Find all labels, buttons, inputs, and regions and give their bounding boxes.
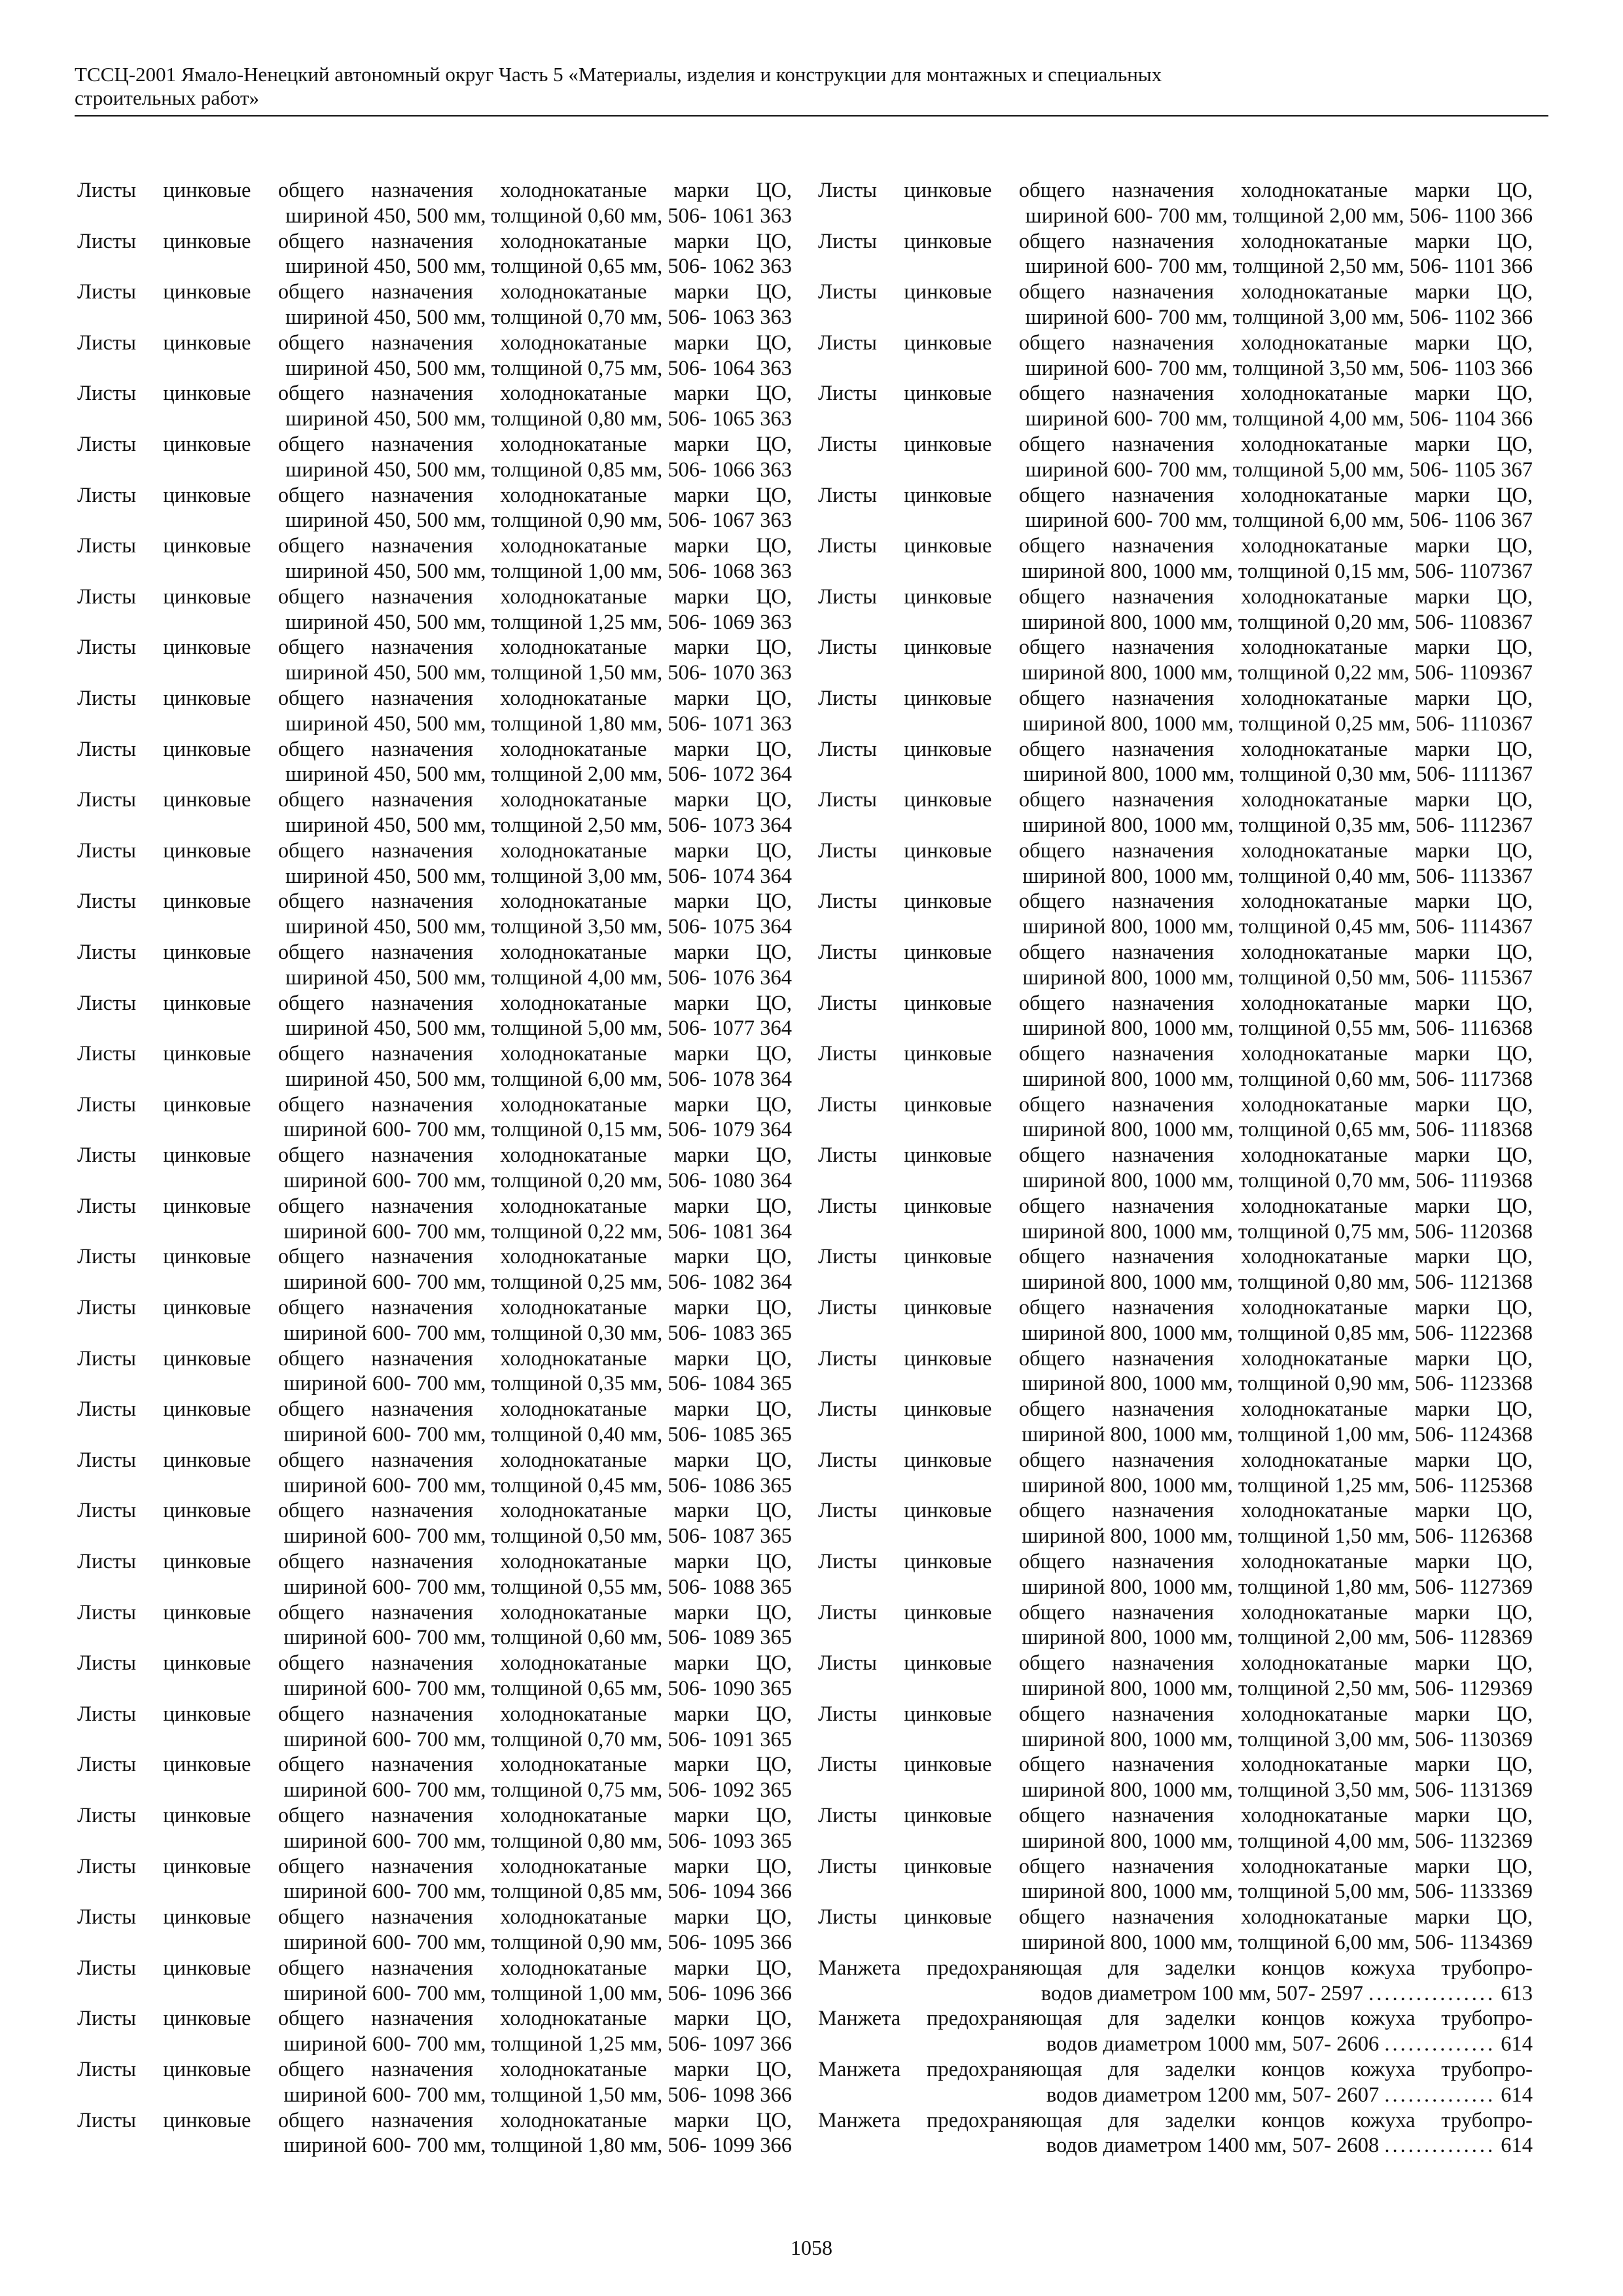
index-entry — [77, 1854, 792, 1905]
entry-title-line: Листы цинковые общего назначения холоднокатаные марки ЦО, — [77, 2057, 792, 2081]
entry-reference-text: водов диаметром 1200 мм, 507- 2607 — [1046, 2083, 1380, 2107]
entry-reference-line: шириной 600- 700 мм, толщиной 2,50 мм, 506- 1101 366 — [1025, 255, 1533, 279]
entry-reference-line: шириной 450, 500 мм, толщиной 4,00 мм, 506- 1076 364 — [285, 965, 792, 990]
entry-reference-line: шириной 600- 700 мм, толщиной 0,60 мм, 506- 1089 365 — [283, 1626, 792, 1650]
entry-reference-line: шириной 450, 500 мм, толщиной 0,75 мм, 506- 1064 363 — [285, 356, 792, 380]
index-entry — [818, 889, 1533, 940]
index-entry — [77, 331, 792, 382]
entry-reference-line: шириной 600- 700 мм, толщиной 2,00 мм, 506- 1100 366 — [1025, 204, 1533, 228]
entry-page-number: 614 — [1501, 2083, 1533, 2107]
entry-reference-line: шириной 800, 1000 мм, толщиной 2,50 мм, 506- 1129369 — [1022, 1677, 1533, 1701]
entry-reference-text: водов диаметром 1000 мм, 507- 2606 — [1046, 2032, 1380, 2056]
index-entry — [818, 838, 1533, 889]
index-entry — [818, 483, 1533, 534]
entry-reference-text: водов диаметром 100 мм, 507- 2597 — [1041, 1981, 1363, 2005]
index-entry — [818, 584, 1533, 636]
entry-title-line: Листы цинковые общего назначения холоднокатаные марки ЦО, — [77, 788, 792, 812]
entry-title-line: Листы цинковые общего назначения холоднокатаные марки ЦО, — [77, 1753, 792, 1777]
index-entry — [818, 2057, 1533, 2108]
index-entry — [77, 2006, 792, 2057]
entry-title-line: Листы цинковые общего назначения холоднокатаные марки ЦО, — [77, 2007, 792, 2031]
entry-reference-line: шириной 450, 500 мм, толщиной 1,80 мм, 506- 1071 363 — [285, 711, 792, 736]
entry-title-line: Листы цинковые общего назначения холоднокатаные марки ЦО, — [77, 1905, 792, 1929]
entry-title-line: Листы цинковые общего назначения холоднокатаные марки ЦО, — [77, 1296, 792, 1320]
entry-reference-line: шириной 800, 1000 мм, толщиной 0,40 мм, 506- 1113367 — [1022, 864, 1533, 888]
index-entry — [818, 1956, 1533, 2007]
entry-title-line: Листы цинковые общего назначения холоднокатаные марки ЦО, — [77, 331, 792, 355]
index-entry — [818, 1905, 1533, 1956]
entry-reference-line: шириной 800, 1000 мм, толщиной 1,50 мм, 506- 1126368 — [1022, 1524, 1533, 1549]
index-entry — [77, 686, 792, 737]
entry-title-line: Листы цинковые общего назначения холоднокатаные марки ЦО, — [818, 382, 1533, 406]
entry-title-line: Листы цинковые общего назначения холоднокатаные марки ЦО, — [818, 534, 1533, 558]
index-entry — [77, 1956, 792, 2007]
entry-reference-line: шириной 800, 1000 мм, толщиной 0,45 мм, 506- 1114367 — [1022, 915, 1533, 939]
entry-reference-line: шириной 600- 700 мм, толщиной 5,00 мм, 506- 1105 367 — [1025, 457, 1533, 482]
entry-title-line: Листы цинковые общего назначения холоднокатаные марки ЦО, — [77, 432, 792, 456]
entry-title-line: Листы цинковые общего назначения холоднокатаные марки ЦО, — [818, 1397, 1533, 1422]
index-entry — [77, 432, 792, 483]
entry-title-line: Листы цинковые общего назначения холоднокатаные марки ЦО, — [818, 432, 1533, 456]
index-entry — [77, 1092, 792, 1143]
entry-reference-line: шириной 800, 1000 мм, толщиной 0,80 мм, 506- 1121368 — [1022, 1270, 1533, 1295]
entry-title-line: Листы цинковые общего назначения холоднокатаные марки ЦО, — [818, 636, 1533, 660]
entry-title-line: Листы цинковые общего назначения холоднокатаные марки ЦО, — [77, 1550, 792, 1574]
entry-title-line: Листы цинковые общего назначения холоднокатаные марки ЦО, — [818, 1550, 1533, 1574]
entry-title-line: Листы цинковые общего назначения холоднокатаные марки ЦО, — [77, 1702, 792, 1726]
entry-reference-line: шириной 800, 1000 мм, толщиной 0,70 мм, 506- 1119368 — [1022, 1169, 1533, 1193]
entry-title-line: Листы цинковые общего назначения холоднокатаные марки ЦО, — [77, 179, 792, 202]
index-entry — [818, 635, 1533, 686]
entry-title-line: Листы цинковые общего назначения холоднокатаные марки ЦО, — [818, 331, 1533, 355]
index-entry — [77, 1244, 792, 1295]
index-entry — [77, 940, 792, 991]
index-entry — [77, 635, 792, 686]
entry-reference-line: шириной 600- 700 мм, толщиной 1,25 мм, 506- 1097 366 — [283, 2032, 792, 2056]
entry-reference-line: шириной 450, 500 мм, толщиной 3,50 мм, 506- 1075 364 — [285, 915, 792, 939]
entry-reference-line: шириной 450, 500 мм, толщиной 0,80 мм, 506- 1065 363 — [285, 407, 792, 431]
entry-reference-line — [818, 2032, 1533, 2057]
index-entry — [77, 1143, 792, 1194]
entry-title-line: Листы цинковые общего назначения холоднокатаные марки ЦО, — [818, 483, 1533, 507]
index-entry — [77, 737, 792, 788]
index-entry — [818, 1702, 1533, 1753]
entry-title-line: Листы цинковые общего назначения холоднокатаные марки ЦО, — [77, 382, 792, 406]
entry-reference-line: шириной 800, 1000 мм, толщиной 1,80 мм, 506- 1127369 — [1022, 1575, 1533, 1599]
entry-title-line: Листы цинковые общего назначения холоднокатаные марки ЦО, — [818, 1143, 1533, 1168]
entry-reference-line: шириной 600- 700 мм, толщиной 3,00 мм, 506- 1102 366 — [1025, 305, 1533, 329]
entry-reference-line: шириной 600- 700 мм, толщиной 0,80 мм, 506- 1093 365 — [283, 1829, 792, 1853]
entry-reference-line: шириной 600- 700 мм, толщиной 0,75 мм, 506- 1092 365 — [283, 1778, 792, 1803]
index-entry — [77, 889, 792, 940]
entry-reference-line: шириной 800, 1000 мм, толщиной 0,22 мм, 506- 1109367 — [1022, 661, 1533, 685]
index-entry — [818, 1498, 1533, 1549]
entry-title-line: Листы цинковые общего назначения холоднокатаные марки ЦО, — [818, 1499, 1533, 1523]
index-entry — [818, 737, 1533, 788]
entry-reference-line: шириной 800, 1000 мм, толщиной 0,25 мм, 506- 1110367 — [1022, 711, 1533, 736]
entry-reference-line: шириной 450, 500 мм, толщиной 1,50 мм, 506- 1070 363 — [285, 661, 792, 685]
entry-reference-line: шириной 600- 700 мм, толщиной 3,50 мм, 506- 1103 366 — [1025, 356, 1533, 380]
entry-reference-line: шириной 600- 700 мм, толщиной 0,22 мм, 506- 1081 364 — [283, 1219, 792, 1244]
entry-reference-line: шириной 800, 1000 мм, толщиной 0,60 мм, 506- 1117368 — [1022, 1067, 1533, 1091]
entry-title-line: Листы цинковые общего назначения холоднокатаные марки ЦО, — [77, 991, 792, 1015]
entry-reference-line: шириной 450, 500 мм, толщиной 5,00 мм, 506- 1077 364 — [285, 1016, 792, 1041]
index-entry — [818, 787, 1533, 838]
entry-reference-line: шириной 800, 1000 мм, толщиной 0,75 мм, 506- 1120368 — [1022, 1219, 1533, 1244]
entry-reference-line: шириной 450, 500 мм, толщиной 1,00 мм, 506- 1068 363 — [285, 559, 792, 583]
entry-reference-line: шириной 450, 500 мм, толщиной 0,65 мм, 506- 1062 363 — [285, 255, 792, 279]
page-number: 1058 — [791, 2236, 832, 2259]
entry-reference-line: шириной 450, 500 мм, толщиной 0,60 мм, 506- 1061 363 — [285, 204, 792, 228]
entry-title-line: Листы цинковые общего назначения холоднокатаные марки ЦО, — [77, 1346, 792, 1371]
entry-title-line: Манжета предохраняющая для заделки концов кожуха трубопро- — [818, 2057, 1533, 2081]
entry-title-line: Листы цинковые общего назначения холоднокатаные марки ЦО, — [818, 838, 1533, 863]
entry-title-line: Листы цинковые общего назначения холоднокатаные марки ЦО, — [818, 1296, 1533, 1320]
index-entry — [77, 1194, 792, 1245]
index-entry — [77, 838, 792, 889]
entry-page-number: 614 — [1501, 2134, 1533, 2158]
index-entry — [77, 1448, 792, 1499]
entry-reference-line: шириной 800, 1000 мм, толщиной 0,50 мм, 506- 1115367 — [1022, 965, 1533, 990]
running-header — [75, 63, 1548, 110]
index-entry — [818, 1448, 1533, 1499]
index-entry — [818, 533, 1533, 584]
header-line-1: ТССЦ-2001 Ямало-Ненецкий автономный округ Часть 5 «Материалы, изделия и конструкции для монтажных и специальных — [75, 63, 1162, 86]
index-entry — [77, 381, 792, 432]
entry-reference-line: шириной 800, 1000 мм, толщиной 3,50 мм, 506- 1131369 — [1022, 1778, 1533, 1803]
entry-reference-text: водов диаметром 1400 мм, 507- 2608 — [1046, 2134, 1380, 2158]
entry-reference-line: шириной 450, 500 мм, толщиной 2,00 мм, 506- 1072 364 — [285, 762, 792, 787]
entry-reference-line: шириной 600- 700 мм, толщиной 6,00 мм, 506- 1106 367 — [1025, 509, 1533, 533]
entry-reference-line: шириной 800, 1000 мм, толщиной 0,35 мм, 506- 1112367 — [1022, 813, 1533, 837]
index-entry — [818, 1092, 1533, 1143]
index-entry — [77, 1397, 792, 1448]
entry-title-line: Листы цинковые общего назначения холоднокатаные марки ЦО, — [77, 1804, 792, 1827]
entry-title-line: Листы цинковые общего назначения холоднокатаные марки ЦО, — [77, 686, 792, 710]
entry-title-line: Листы цинковые общего назначения холоднокатаные марки ЦО, — [77, 280, 792, 304]
index-entry — [818, 432, 1533, 483]
index-entry — [818, 279, 1533, 331]
dot-leader: .............. — [1384, 2032, 1496, 2056]
index-column-left — [77, 178, 792, 2159]
entry-title-line: Листы цинковые общего назначения холоднокатаные марки ЦО, — [818, 889, 1533, 914]
index-entry — [77, 1041, 792, 1092]
index-entry — [77, 1346, 792, 1397]
entry-reference-line: шириной 800, 1000 мм, толщиной 4,00 мм, 506- 1132369 — [1022, 1829, 1533, 1853]
entry-reference-line: шириной 600- 700 мм, толщиной 0,85 мм, 506- 1094 366 — [283, 1880, 792, 1904]
entry-title-line: Листы цинковые общего назначения холоднокатаные марки ЦО, — [818, 1194, 1533, 1218]
entry-title-line: Листы цинковые общего назначения холоднокатаные марки ЦО, — [818, 1905, 1533, 1929]
entry-reference-line: шириной 800, 1000 мм, толщиной 1,00 мм, 506- 1124368 — [1022, 1423, 1533, 1447]
index-entry — [77, 1549, 792, 1600]
index-entry — [77, 229, 792, 280]
index-entry — [818, 686, 1533, 737]
entry-title-line: Листы цинковые общего назначения холоднокатаные марки ЦО, — [77, 940, 792, 964]
index-entry — [77, 1600, 792, 1651]
index-entry — [818, 1346, 1533, 1397]
entry-reference-line: шириной 450, 500 мм, толщиной 1,25 мм, 506- 1069 363 — [285, 610, 792, 634]
entry-reference-line: шириной 450, 500 мм, толщиной 0,70 мм, 506- 1063 363 — [285, 305, 792, 329]
entry-title-line: Листы цинковые общего назначения холоднокатаные марки ЦО, — [818, 584, 1533, 609]
entry-reference-line: шириной 600- 700 мм, толщиной 0,25 мм, 506- 1082 364 — [283, 1270, 792, 1295]
entry-title-line: Листы цинковые общего назначения холоднокатаные марки ЦО, — [77, 1448, 792, 1472]
entry-title-line: Листы цинковые общего назначения холоднокатаные марки ЦО, — [77, 483, 792, 507]
entry-reference-line: шириной 600- 700 мм, толщиной 0,70 мм, 506- 1091 365 — [283, 1727, 792, 1751]
entry-title-line: Листы цинковые общего назначения холоднокатаные марки ЦО, — [818, 229, 1533, 253]
index-column-right — [818, 178, 1533, 2159]
index-entry — [77, 2057, 792, 2108]
entry-reference-line: шириной 450, 500 мм, толщиной 3,00 мм, 506- 1074 364 — [285, 864, 792, 888]
entry-reference-line: шириной 800, 1000 мм, толщиной 5,00 мм, 506- 1133369 — [1022, 1880, 1533, 1904]
entry-page-number: 614 — [1501, 2032, 1533, 2056]
index-entry — [818, 1244, 1533, 1295]
entry-title-line: Листы цинковые общего назначения холоднокатаные марки ЦО, — [818, 280, 1533, 304]
index-entry — [77, 1905, 792, 1956]
index-entry — [77, 178, 792, 229]
entry-reference-line: шириной 600- 700 мм, толщиной 0,20 мм, 506- 1080 364 — [283, 1169, 792, 1193]
index-entry — [818, 2108, 1533, 2159]
index-entry — [818, 1397, 1533, 1448]
index-entry — [818, 1651, 1533, 1702]
entry-page-number: 613 — [1501, 1981, 1533, 2005]
entry-reference-line: шириной 800, 1000 мм, толщиной 0,55 мм, 506- 1116368 — [1022, 1016, 1533, 1041]
index-entry — [818, 1752, 1533, 1803]
dot-leader: ................ — [1368, 1981, 1496, 2005]
entry-title-line: Листы цинковые общего назначения холоднокатаные марки ЦО, — [77, 1092, 792, 1117]
entry-title-line: Листы цинковые общего назначения холоднокатаные марки ЦО, — [818, 940, 1533, 964]
entry-reference-line: шириной 600- 700 мм, толщиной 1,50 мм, 506- 1098 366 — [283, 2083, 792, 2107]
entry-title-line: Листы цинковые общего назначения холоднокатаные марки ЦО, — [77, 2108, 792, 2132]
entry-title-line: Листы цинковые общего назначения холоднокатаные марки ЦО, — [818, 1600, 1533, 1624]
entry-reference-line: шириной 800, 1000 мм, толщиной 1,25 мм, 506- 1125368 — [1022, 1473, 1533, 1498]
entry-reference-line: шириной 800, 1000 мм, толщиной 0,20 мм, 506- 1108367 — [1022, 610, 1533, 634]
index-entry — [818, 381, 1533, 432]
entry-title-line: Листы цинковые общего назначения холоднокатаные марки ЦО, — [77, 889, 792, 914]
entry-reference-line — [818, 2083, 1533, 2108]
index-entry — [818, 1194, 1533, 1245]
dot-leader: .............. — [1384, 2134, 1496, 2158]
index-entry — [77, 1295, 792, 1346]
index-entry — [77, 1702, 792, 1753]
entry-title-line: Листы цинковые общего назначения холоднокатаные марки ЦО, — [818, 1651, 1533, 1676]
entry-reference-line: шириной 800, 1000 мм, толщиной 2,00 мм, 506- 1128369 — [1022, 1626, 1533, 1650]
entry-title-line: Листы цинковые общего назначения холоднокатаные марки ЦО, — [77, 838, 792, 863]
entry-reference-line: шириной 600- 700 мм, толщиной 0,50 мм, 506- 1087 365 — [283, 1524, 792, 1549]
entry-reference-line: шириной 800, 1000 мм, толщиной 0,90 мм, 506- 1123368 — [1022, 1372, 1533, 1396]
index-entry — [818, 1143, 1533, 1194]
entry-title-line: Листы цинковые общего назначения холоднокатаные марки ЦО, — [818, 1245, 1533, 1269]
entry-title-line: Манжета предохраняющая для заделки концов кожуха трубопро- — [818, 2108, 1533, 2132]
header-divider — [75, 115, 1548, 117]
entry-reference-line: шириной 600- 700 мм, толщиной 0,45 мм, 506- 1086 365 — [283, 1473, 792, 1498]
entry-title-line: Листы цинковые общего назначения холоднокатаные марки ЦО, — [77, 1956, 792, 1980]
entry-reference-line: шириной 800, 1000 мм, толщиной 6,00 мм, 506- 1134369 — [1022, 1930, 1533, 1954]
index-entry — [818, 1600, 1533, 1651]
index-entry — [77, 1498, 792, 1549]
entry-reference-line: шириной 800, 1000 мм, толщиной 0,15 мм, 506- 1107367 — [1022, 559, 1533, 583]
entry-title-line: Листы цинковые общего назначения холоднокатаные марки ЦО, — [818, 788, 1533, 812]
entry-title-line: Листы цинковые общего назначения холоднокатаные марки ЦО, — [818, 1346, 1533, 1371]
index-entry — [818, 229, 1533, 280]
index-entry — [818, 1041, 1533, 1092]
entry-reference-line: шириной 600- 700 мм, толщиной 0,55 мм, 506- 1088 365 — [283, 1575, 792, 1599]
index-entry — [818, 1295, 1533, 1346]
index-entry — [77, 1803, 792, 1854]
entry-title-line: Листы цинковые общего назначения холоднокатаные марки ЦО, — [77, 1651, 792, 1676]
entry-title-line: Листы цинковые общего назначения холоднокатаные марки ЦО, — [818, 1702, 1533, 1726]
entry-title-line: Листы цинковые общего назначения холоднокатаные марки ЦО, — [77, 229, 792, 253]
entry-title-line: Листы цинковые общего назначения холоднокатаные марки ЦО, — [77, 1397, 792, 1422]
index-entry — [818, 1549, 1533, 1600]
entry-title-line: Листы цинковые общего назначения холоднокатаные марки ЦО, — [818, 991, 1533, 1015]
entry-reference-line: шириной 800, 1000 мм, толщиной 3,00 мм, 506- 1130369 — [1022, 1727, 1533, 1751]
entry-title-line: Листы цинковые общего назначения холоднокатаные марки ЦО, — [818, 1804, 1533, 1827]
index-entry — [77, 584, 792, 636]
entry-reference-line: шириной 450, 500 мм, толщиной 0,85 мм, 506- 1066 363 — [285, 457, 792, 482]
entry-title-line: Листы цинковые общего назначения холоднокатаные марки ЦО, — [77, 534, 792, 558]
entry-title-line: Листы цинковые общего назначения холоднокатаные марки ЦО, — [818, 737, 1533, 761]
index-entry — [818, 1803, 1533, 1854]
index-entry — [77, 1752, 792, 1803]
entry-reference-line: шириной 600- 700 мм, толщиной 1,00 мм, 506- 1096 366 — [283, 1981, 792, 2005]
entry-title-line: Листы цинковые общего назначения холоднокатаные марки ЦО, — [77, 1245, 792, 1269]
entry-reference-line: шириной 800, 1000 мм, толщиной 0,85 мм, 506- 1122368 — [1022, 1321, 1533, 1345]
entry-title-line: Листы цинковые общего назначения холоднокатаные марки ЦО, — [77, 1194, 792, 1218]
entry-reference-line: шириной 450, 500 мм, толщиной 6,00 мм, 506- 1078 364 — [285, 1067, 792, 1091]
index-entry — [818, 178, 1533, 229]
dot-leader: .............. — [1384, 2083, 1496, 2107]
index-entry — [77, 279, 792, 331]
entry-title-line: Манжета предохраняющая для заделки концов кожуха трубопро- — [818, 1956, 1533, 1980]
index-entry — [818, 991, 1533, 1042]
index-entry — [77, 483, 792, 534]
entry-title-line: Листы цинковые общего назначения холоднокатаные марки ЦО, — [77, 1143, 792, 1168]
index-entry — [77, 533, 792, 584]
index-entry — [818, 331, 1533, 382]
entry-reference-line — [818, 1981, 1533, 2007]
entry-reference-line: шириной 600- 700 мм, толщиной 0,40 мм, 506- 1085 365 — [283, 1423, 792, 1447]
entry-title-line: Листы цинковые общего назначения холоднокатаные марки ЦО, — [77, 1499, 792, 1523]
entry-reference-line — [818, 2133, 1533, 2159]
entry-title-line: Листы цинковые общего назначения холоднокатаные марки ЦО, — [77, 636, 792, 660]
entry-reference-line: шириной 600- 700 мм, толщиной 0,35 мм, 506- 1084 365 — [283, 1372, 792, 1396]
index-entry — [77, 991, 792, 1042]
entry-title-line: Листы цинковые общего назначения холоднокатаные марки ЦО, — [77, 584, 792, 609]
entry-title-line: Листы цинковые общего назначения холоднокатаные марки ЦО, — [818, 179, 1533, 202]
index-entry — [77, 2108, 792, 2159]
entry-reference-line: шириной 600- 700 мм, толщиной 0,15 мм, 506- 1079 364 — [283, 1118, 792, 1142]
index-entry — [77, 787, 792, 838]
index-entry — [818, 1854, 1533, 1905]
entry-title-line: Листы цинковые общего назначения холоднокатаные марки ЦО, — [77, 1600, 792, 1624]
entry-reference-line: шириной 600- 700 мм, толщиной 1,80 мм, 506- 1099 366 — [283, 2134, 792, 2158]
entry-title-line: Листы цинковые общего назначения холоднокатаные марки ЦО, — [818, 686, 1533, 710]
index-entry — [77, 1651, 792, 1702]
entry-title-line: Листы цинковые общего назначения холоднокатаные марки ЦО, — [818, 1753, 1533, 1777]
entry-title-line: Листы цинковые общего назначения холоднокатаные марки ЦО, — [818, 1448, 1533, 1472]
entry-title-line: Манжета предохраняющая для заделки концов кожуха трубопро- — [818, 2007, 1533, 2031]
header-line-2: строительных работ» — [75, 86, 260, 109]
entry-reference-line: шириной 800, 1000 мм, толщиной 0,65 мм, 506- 1118368 — [1022, 1118, 1533, 1142]
index-entry — [818, 2006, 1533, 2057]
entry-title-line: Листы цинковые общего назначения холоднокатаные марки ЦО, — [818, 1042, 1533, 1066]
entry-reference-line: шириной 600- 700 мм, толщиной 4,00 мм, 506- 1104 366 — [1025, 407, 1533, 431]
entry-title-line: Листы цинковые общего назначения холоднокатаные марки ЦО, — [818, 1854, 1533, 1878]
entry-title-line: Листы цинковые общего назначения холоднокатаные марки ЦО, — [818, 1092, 1533, 1117]
entry-reference-line: шириной 800, 1000 мм, толщиной 0,30 мм, 506- 1111367 — [1023, 762, 1533, 787]
entry-reference-line: шириной 600- 700 мм, толщиной 0,90 мм, 506- 1095 366 — [283, 1930, 792, 1954]
entry-title-line: Листы цинковые общего назначения холоднокатаные марки ЦО, — [77, 737, 792, 761]
entry-reference-line: шириной 450, 500 мм, толщиной 0,90 мм, 506- 1067 363 — [285, 509, 792, 533]
entry-reference-line: шириной 600- 700 мм, толщиной 0,65 мм, 506- 1090 365 — [283, 1677, 792, 1701]
index-entry — [818, 940, 1533, 991]
entry-reference-line: шириной 600- 700 мм, толщиной 0,30 мм, 506- 1083 365 — [283, 1321, 792, 1345]
entry-reference-line: шириной 450, 500 мм, толщиной 2,50 мм, 506- 1073 364 — [285, 813, 792, 837]
entry-title-line: Листы цинковые общего назначения холоднокатаные марки ЦО, — [77, 1854, 792, 1878]
entry-title-line: Листы цинковые общего назначения холоднокатаные марки ЦО, — [77, 1042, 792, 1066]
